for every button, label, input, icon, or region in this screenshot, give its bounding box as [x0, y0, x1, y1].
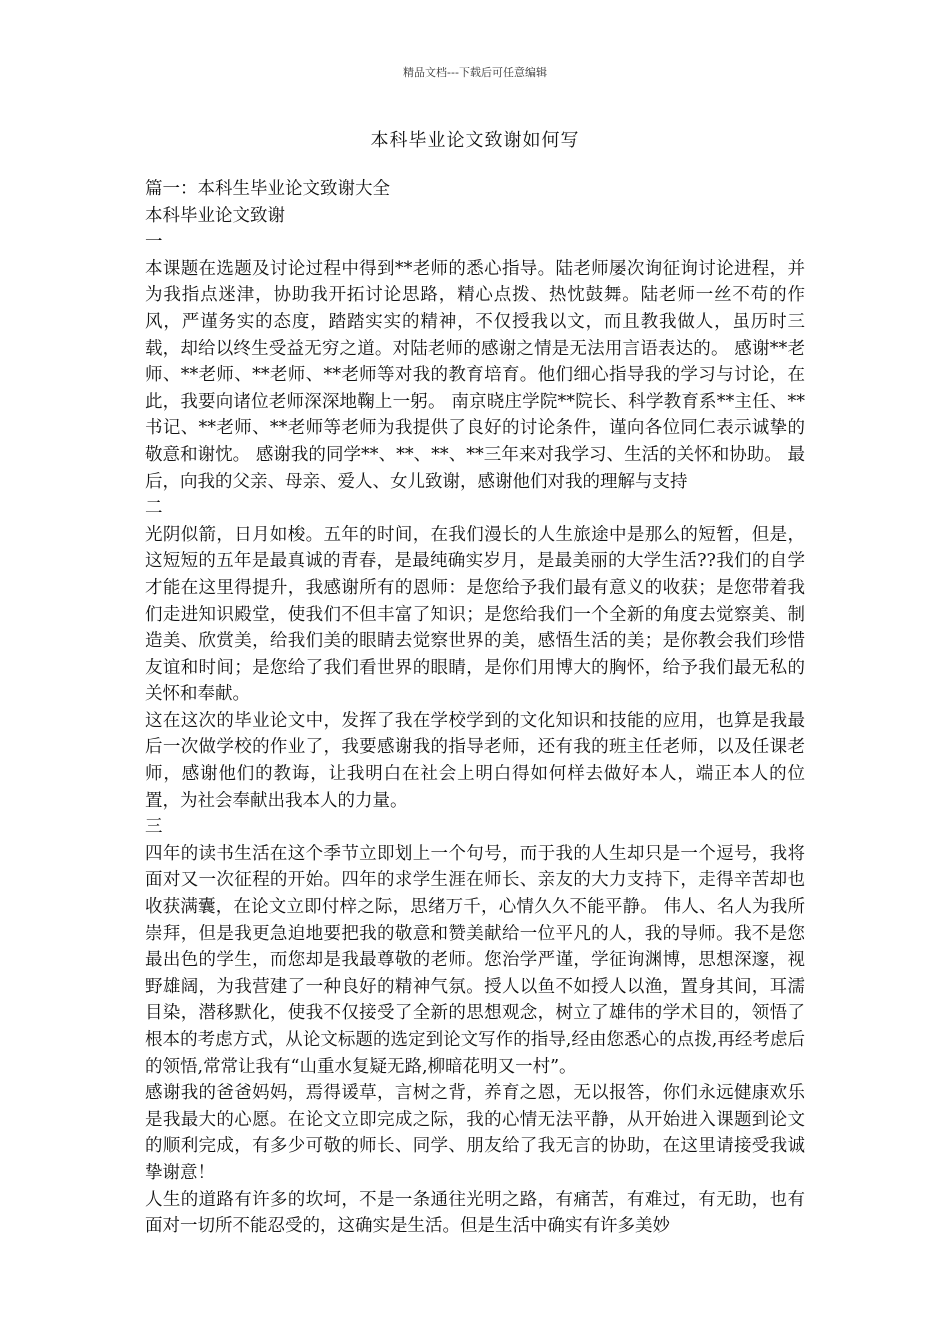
- section-number: 三: [145, 817, 163, 838]
- paragraph: 本课题在选题及讨论过程中得到**老师的悉心指导。陆老师屡次询征询讨论进程，并为我指点迷津，协助我开拓讨论思路，精心点拨、热忱鼓舞。陆老师一丝不苟的作风，严谨务实的态度，踏踏实实的精神，不仅授我以文，而且教我做人，虽历时三载，却给以终生受益无穷之道。对陆老师的感谢之情是无法用言语表达的。 感谢**老师、**老师、**老师、**老师等对我的教育培育。他们细心指导我的学习与讨论，在此，我要向诸位老师深深地鞠上一躬。 南京晓庄学院**院长、科学教育系**主任、**书记、**老师、**老师等老师为我提供了良好的讨论条件，谨向各位同仁表示诚挚的敬意和谢忱。 感谢我的同学**、**、**、**三年来对我学习、生活的关怀和协助。 最后，向我的父亲、母亲、爱人、女儿致谢，感谢他们对我的理解与支持: [145, 258, 805, 492]
- page-header: 精品文档---下载后可任意编辑: [403, 66, 547, 79]
- document-body: [145, 176, 805, 1240]
- paragraph: 四年的读书生活在这个季节立即划上一个句号，而于我的人生却只是一个逗号，我将面对又一次征程的开始。四年的求学生涯在师长、亲友的大力支持下，走得辛苦却也收获满囊，在论文立即付梓之际，思绪万千，心情久久不能平静。 伟人、名人为我所崇拜，但是我更急迫地要把我的敬意和赞美献给一位平凡的人，我的导师。我不是您最出色的学生，而您却是我最尊敬的老师。您治学严谨，学征询渊博，思想深邃，视野雄阔，为我营建了一种良好的精神气氛。授人以鱼不如授人以渔，置身其间，耳濡目染，潜移默化，使我不仅接受了全新的思想观念，树立了雄伟的学术目的，领悟了根本的考虑方式，从论文标题的选定到论文写作的指导,经由您悉心的点拨,再经考虑后的领悟,常常让我有“山重水复疑无路,柳暗花明又一村”。: [145, 843, 805, 1077]
- section-heading: 篇一：本科生毕业论文致谢大全: [145, 179, 390, 199]
- paragraph: 感谢我的爸爸妈妈，焉得谖草，言树之背，养育之恩，无以报答，你们永远健康欢乐是我最大的心愿。在论文立即完成之际，我的心情无法平静，从开始进入课题到论文的顺利完成，有多少可敬的师长、同学、朋友给了我无言的协助，在这里请接受我诚挚谢意！: [145, 1083, 805, 1183]
- paragraph: 人生的道路有许多的坎坷，不是一条通往光明之路，有痛苦，有难过，有无助，也有面对一切所不能忍受的，这确实是生活。但是生活中确实有许多美妙: [145, 1189, 805, 1237]
- document-title: 本科毕业论文致谢如何写: [370, 130, 580, 151]
- section-number: 一: [145, 232, 163, 253]
- paragraph: 光阴似箭，日月如梭。五年的时间，在我们漫长的人生旅途中是那么的短暂，但是，这短短的五年是最真诚的青春，是最纯确实岁月，是最美丽的大学生活??我们的自学才能在这里得提升，我感谢所有的恩师：是您给予我们最有意义的收获；是您带着我们走进知识殿堂，使我们不但丰富了知识；是您给我们一个全新的角度去觉察美、制造美、欣赏美，给我们美的眼睛去觉察世界的美，感悟生活的美；是你教会我们珍惜友谊和时间；是您给了我们看世界的眼睛，是你们用博大的胸怀，给予我们最无私的关怀和奉献。: [145, 524, 805, 705]
- paragraph: 这在这次的毕业论文中，发挥了我在学校学到的文化知识和技能的应用，也算是我最后一次做学校的作业了，我要感谢我的指导老师，还有我的班主任老师，以及任课老师，感谢他们的教诲，让我明白在社会上明白得如何样去做好本人，端正本人的位置，为社会奉献出我本人的力量。: [145, 710, 805, 811]
- section-number: 二: [145, 498, 163, 519]
- subheading: 本科毕业论文致谢: [145, 205, 285, 226]
